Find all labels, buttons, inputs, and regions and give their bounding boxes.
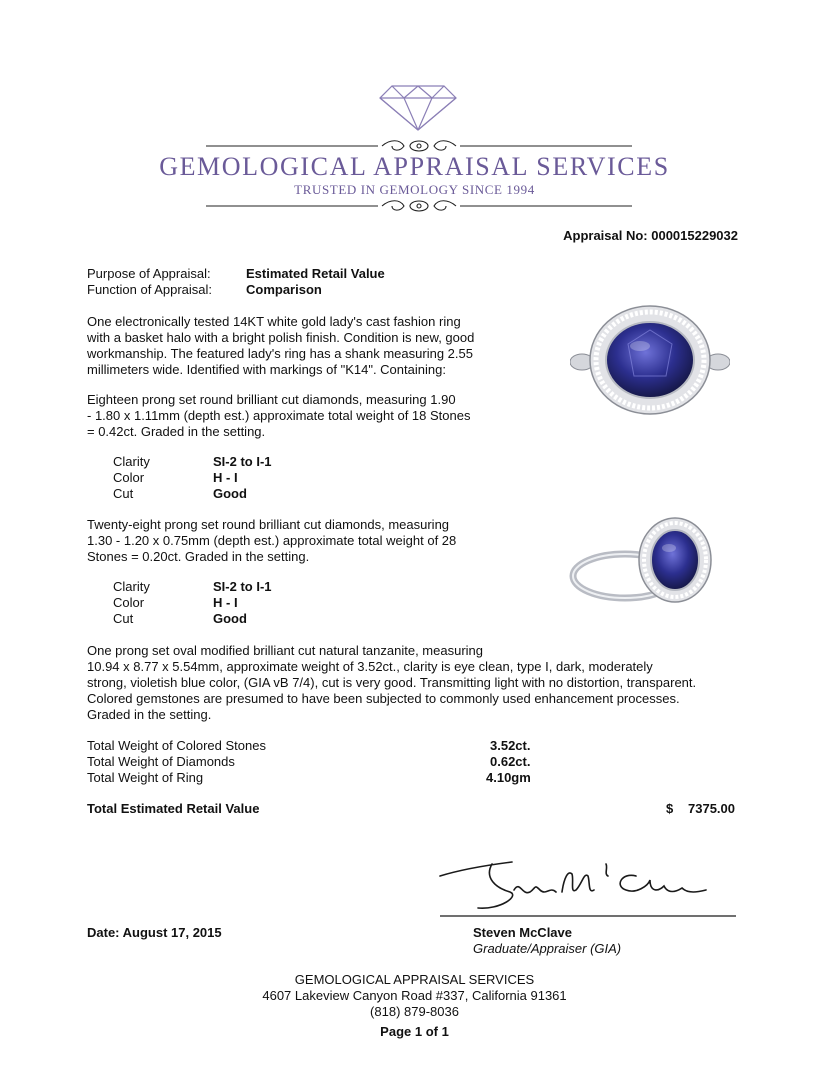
description-line: strong, violetish blue color, (GIA vB 7/4), cut is very good. Transmitting light with no distortion, transparent.: [87, 675, 697, 690]
description-line: One electronically tested 14KT white gold lady's cast fashion ring: [87, 314, 461, 329]
function-value: Comparison: [246, 282, 322, 297]
appraiser-name: Steven McClave: [473, 925, 572, 940]
ornament-divider-bottom: [206, 198, 632, 214]
description-line: Twenty-eight prong set round brilliant cut diamonds, measuring: [87, 517, 450, 532]
footer-phone: (818) 879-8036: [370, 1004, 459, 1019]
total-colored-stones-value: 3.52ct.: [490, 738, 531, 753]
description-line: 10.94 x 8.77 x 5.54mm, approximate weight of 3.52ct., clarity is eye clean, type I, dark, moderately: [87, 659, 653, 674]
appraiser-signature: [436, 850, 736, 920]
description-line: Eighteen prong set round brilliant cut diamonds, measuring 1.90: [87, 392, 456, 407]
diamond-group-2-description: [87, 517, 456, 565]
description-line: workmanship. The featured lady's ring has a shank measuring 2.55: [87, 346, 473, 361]
cut-label: Cut: [113, 486, 134, 501]
description-line: = 0.42ct. Graded in the setting.: [87, 424, 266, 439]
clarity-label: Clarity: [113, 454, 150, 469]
purpose-value: Estimated Retail Value: [246, 266, 385, 281]
color-value: H - I: [213, 470, 238, 485]
retail-value-amount: 7375.00: [688, 801, 735, 816]
color-label: Color: [113, 470, 145, 485]
description-line: Stones = 0.20ct. Graded in the setting.: [87, 549, 310, 564]
footer-company: GEMOLOGICAL APPRAISAL SERVICES: [294, 972, 535, 987]
description-line: 1.30 - 1.20 x 0.75mm (depth est.) approximate total weight of 28: [87, 533, 457, 548]
cut-value: Good: [213, 486, 247, 501]
cut-label: Cut: [113, 611, 134, 626]
description-line: One prong set oval modified brilliant cut natural tanzanite, measuring: [87, 643, 483, 658]
retail-value-label: Total Estimated Retail Value: [87, 801, 260, 816]
footer-address: 4607 Lakeview Canyon Road #337, California 91361: [262, 988, 567, 1003]
description-line: millimeters wide. Identified with markings of "K14". Containing:: [87, 362, 446, 377]
tanzanite-description: [87, 643, 696, 723]
description-line: with a basket halo with a bright polish finish. Condition is new, good: [87, 330, 475, 345]
total-colored-stones-label: Total Weight of Colored Stones: [87, 738, 266, 753]
clarity-label: Clarity: [113, 579, 150, 594]
clarity-value: SI-2 to I-1: [213, 579, 272, 594]
color-label: Color: [113, 595, 145, 610]
company-tagline: TRUSTED IN GEMOLOGY SINCE 1994: [294, 182, 535, 197]
appraiser-title: Graduate/Appraiser (GIA): [473, 941, 622, 956]
function-label: Function of Appraisal:: [87, 282, 213, 297]
ring-description: [87, 314, 474, 378]
ring-front-photo: [570, 300, 730, 420]
clarity-value: SI-2 to I-1: [213, 454, 272, 469]
description-line: Graded in the setting.: [87, 707, 212, 722]
appraisal-date: Date: August 17, 2015: [87, 925, 222, 940]
cut-value: Good: [213, 611, 247, 626]
total-diamonds-label: Total Weight of Diamonds: [87, 754, 235, 769]
diamond-logo-icon: [378, 84, 458, 132]
currency-symbol: $: [666, 801, 674, 816]
total-ring-weight-value: 4.10gm: [486, 770, 531, 785]
total-ring-weight-label: Total Weight of Ring: [87, 770, 204, 785]
purpose-label: Purpose of Appraisal:: [87, 266, 211, 281]
page-number: Page 1 of 1: [380, 1024, 449, 1039]
appraisal-number: Appraisal No: 000015229032: [563, 228, 738, 243]
description-line: - 1.80 x 1.11mm (depth est.) approximate total weight of 18 Stones: [87, 408, 471, 423]
description-line: Colored gemstones are presumed to have been subjected to commonly used enhancement processes.: [87, 691, 680, 706]
diamond-group-1-description: [87, 392, 470, 440]
company-name: GEMOLOGICAL APPRAISAL SERVICES: [159, 152, 670, 181]
total-diamonds-value: 0.62ct.: [490, 754, 531, 769]
color-value: H - I: [213, 595, 238, 610]
ring-side-photo: [565, 514, 725, 618]
